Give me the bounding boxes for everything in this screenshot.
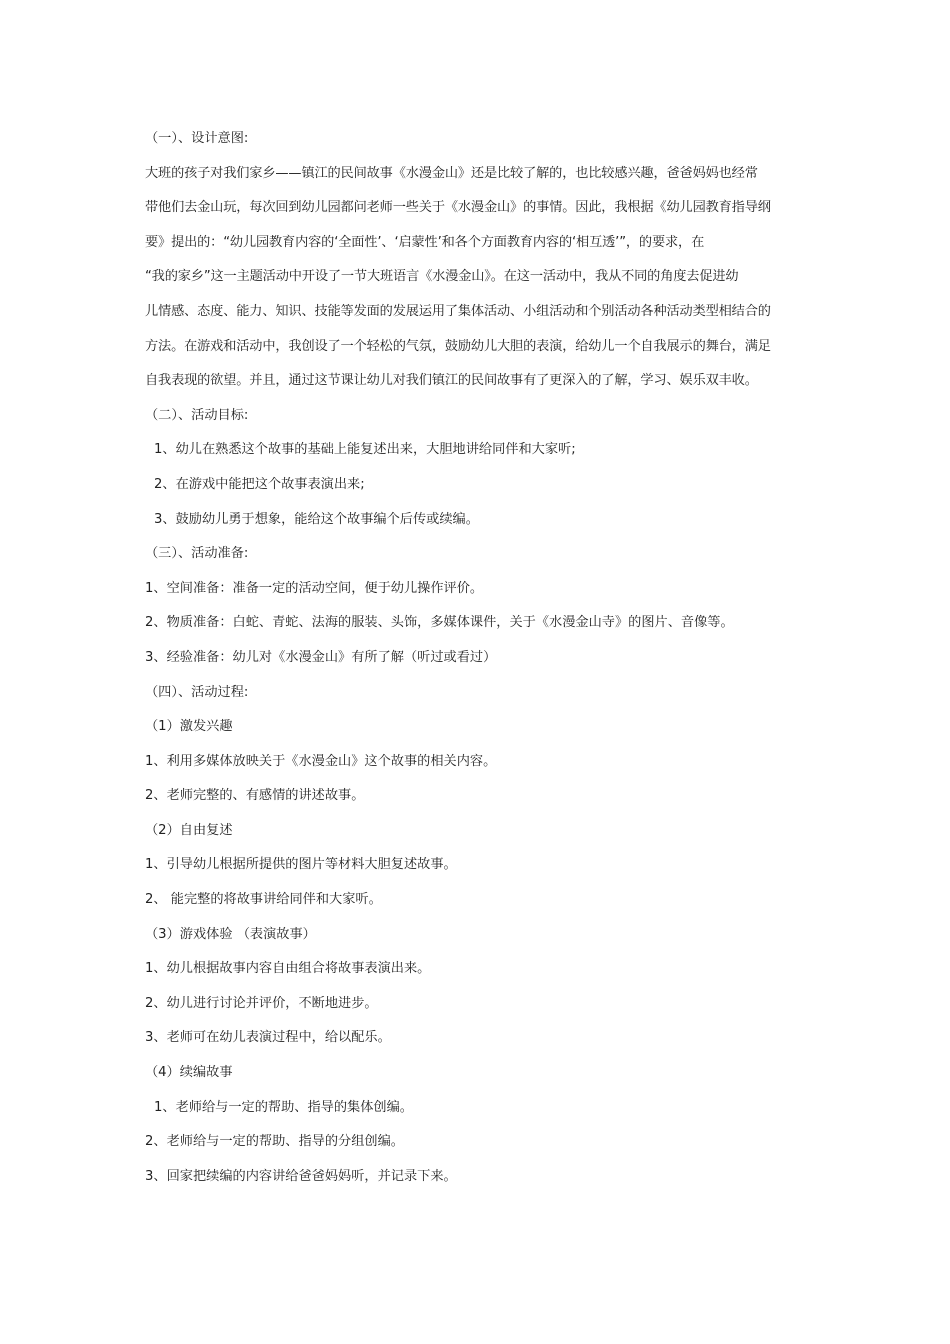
design-paragraph-line: 大班的孩子对我们家乡——镇江的民间故事《水漫金山》还是比较了解的，也比较感兴趣，爸爸妈妈也经常	[145, 165, 758, 181]
step-item: 2、幼儿进行讨论并评价，不断地进步。	[145, 995, 378, 1011]
design-paragraph-line: 要》提出的：“幼儿园教育内容的‘全面性’、‘启蒙性’和各个方面教育内容的‘相互透’”，的要求，在	[145, 234, 705, 250]
step-title: （4）续编故事	[145, 1065, 233, 1081]
section-heading-process: （四）、活动过程:	[145, 684, 249, 700]
step-item: 1、老师给与一定的帮助、指导的集体创编。	[154, 1099, 413, 1115]
step-item: 3、老师可在幼儿表演过程中，给以配乐。	[145, 1030, 391, 1046]
prep-item: 3、经验准备：幼儿对《水漫金山》有所了解（听过或看过）	[145, 649, 497, 665]
step-item: 1、幼儿根据故事内容自由组合将故事表演出来。	[145, 961, 431, 977]
goal-item: 3、鼓励幼儿勇于想象，能给这个故事编个后传或续编。	[154, 511, 479, 527]
step-title: （3）游戏体验 （表演故事）	[145, 926, 316, 942]
step-item: 2、老师给与一定的帮助、指导的分组创编。	[145, 1134, 404, 1150]
goal-item: 2、在游戏中能把这个故事表演出来;	[154, 476, 365, 492]
section-heading-design: （一）、设计意图:	[145, 131, 249, 146]
design-paragraph-line: 带他们去金山玩，每次回到幼儿园都问老师一些关于《水漫金山》的事情。因此，我根据《幼儿园教育指导纲	[145, 200, 771, 216]
design-paragraph-line: 自我表现的欲望。并且，通过这节课让幼儿对我们镇江的民间故事有了更深入的了解，学习、娱乐双丰收。	[145, 373, 758, 389]
design-paragraph-line: 儿情感、态度、能力、知识、技能等发面的发展运用了集体活动、小组活动和个别活动各种活动类型相结合的	[145, 303, 771, 319]
design-paragraph-line: 方法。在游戏和活动中，我创设了一个轻松的气氛，鼓励幼儿大胆的表演，给幼儿一个自我展示的舞台，满足	[145, 338, 771, 354]
step-item: 1、引导幼儿根据所提供的图片等材料大胆复述故事。	[145, 857, 457, 873]
prep-item: 2、物质准备：白蛇、青蛇、法海的服装、头饰，多媒体课件，关于《水漫金山寺》的图片、音像等。	[145, 615, 734, 631]
step-item: 1、利用多媒体放映关于《水漫金山》这个故事的相关内容。	[145, 753, 497, 769]
goal-item: 1、幼儿在熟悉这个故事的基础上能复述出来，大胆地讲给同伴和大家听;	[154, 442, 576, 458]
step-title: （2）自由复述	[145, 822, 233, 838]
step-item: 2、老师完整的、有感情的讲述故事。	[145, 788, 365, 804]
section-heading-prep: （三）、活动准备:	[145, 546, 249, 562]
step-item: 2、 能完整的将故事讲给同伴和大家听。	[145, 892, 382, 908]
prep-item: 1、空间准备：准备一定的活动空间，便于幼儿操作评价。	[145, 580, 484, 596]
design-paragraph-line: “我的家乡”这一主题活动中开设了一节大班语言《水漫金山》。在这一活动中，我从不同的角度去促进幼	[145, 269, 739, 285]
document-page	[145, 122, 810, 1194]
step-title: （1）激发兴趣	[145, 719, 233, 735]
step-item: 3、回家把续编的内容讲给爸爸妈妈听，并记录下来。	[145, 1168, 457, 1184]
section-heading-goals: （二）、活动目标:	[145, 407, 249, 423]
